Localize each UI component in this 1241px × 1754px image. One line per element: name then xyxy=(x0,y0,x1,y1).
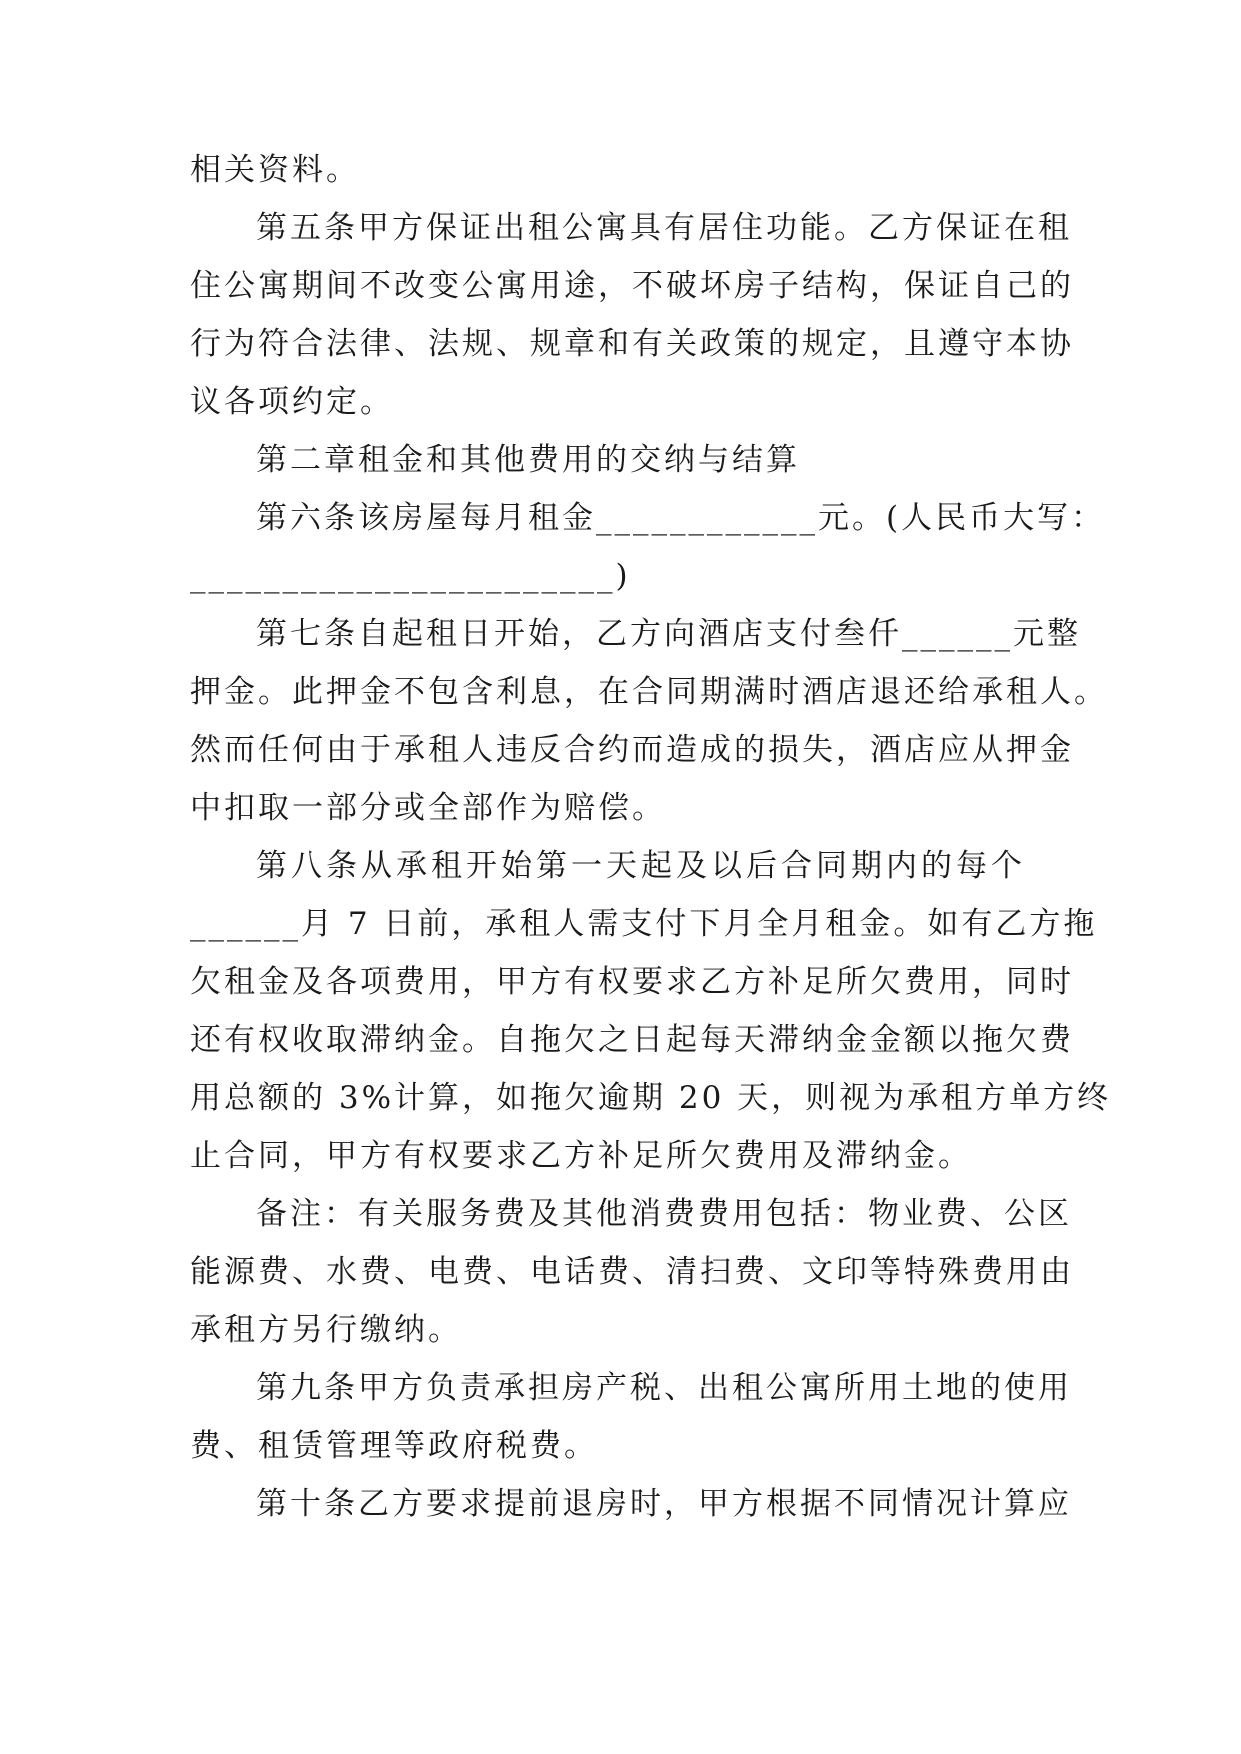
text-line: 第六条该房屋每月租金____________元。(人民币大写： xyxy=(256,500,1106,536)
text-line: 止合同，甲方有权要求乙方补足所欠费用及滞纳金。 xyxy=(190,1138,972,1174)
text-line: 行为符合法律、法规、规章和有关政策的规定，且遵守本协 xyxy=(190,326,1074,362)
text-line: 第十条乙方要求提前退房时，甲方根据不同情况计算应 xyxy=(256,1486,1072,1522)
chapter-heading: 第二章租金和其他费用的交纳与结算 xyxy=(256,442,800,478)
text-line: 第七条自起租日开始，乙方向酒店支付叁仟______元整 xyxy=(256,616,1081,652)
text-line: ______月 7 日前，承租人需支付下月全月租金。如有乙方拖 xyxy=(190,906,1098,942)
text-line: 承租方另行缴纳。 xyxy=(190,1312,462,1348)
text-line: 然而任何由于承租人违反合约而造成的损失，酒店应从押金 xyxy=(190,732,1074,768)
text-line: 还有权收取滞纳金。自拖欠之日起每天滞纳金金额以拖欠费 xyxy=(190,1022,1074,1058)
text-line: 备注：有关服务费及其他消费费用包括：物业费、公区 xyxy=(256,1196,1072,1232)
text-line: 相关资料。 xyxy=(190,152,360,188)
text-line: 用总额的 3%计算，如拖欠逾期 20 天，则视为承租方单方终 xyxy=(190,1080,1112,1116)
text-line: 欠租金及各项费用，甲方有权要求乙方补足所欠费用，同时 xyxy=(190,964,1074,1000)
text-line: 第九条甲方负责承担房产税、出租公寓所用土地的使用 xyxy=(256,1370,1072,1406)
text-line: 中扣取一部分或全部作为赔偿。 xyxy=(190,790,666,826)
text-line: 费、租赁管理等政府税费。 xyxy=(190,1428,598,1464)
text-line: 第五条甲方保证出租公寓具有居住功能。乙方保证在租 xyxy=(256,210,1072,246)
text-line: 住公寓期间不改变公寓用途，不破坏房子结构，保证自己的 xyxy=(190,268,1074,304)
text-line: _______________________) xyxy=(190,558,631,594)
text-line: 能源费、水费、电费、电话费、清扫费、文印等特殊费用由 xyxy=(190,1254,1074,1290)
text-line: 第八条从承租开始第一天起及以后合同期内的每个 xyxy=(256,848,1026,884)
text-line: 押金。此押金不包含利息，在合同期满时酒店退还给承租人。 xyxy=(190,674,1108,710)
text-line: 议各项约定。 xyxy=(190,384,394,420)
